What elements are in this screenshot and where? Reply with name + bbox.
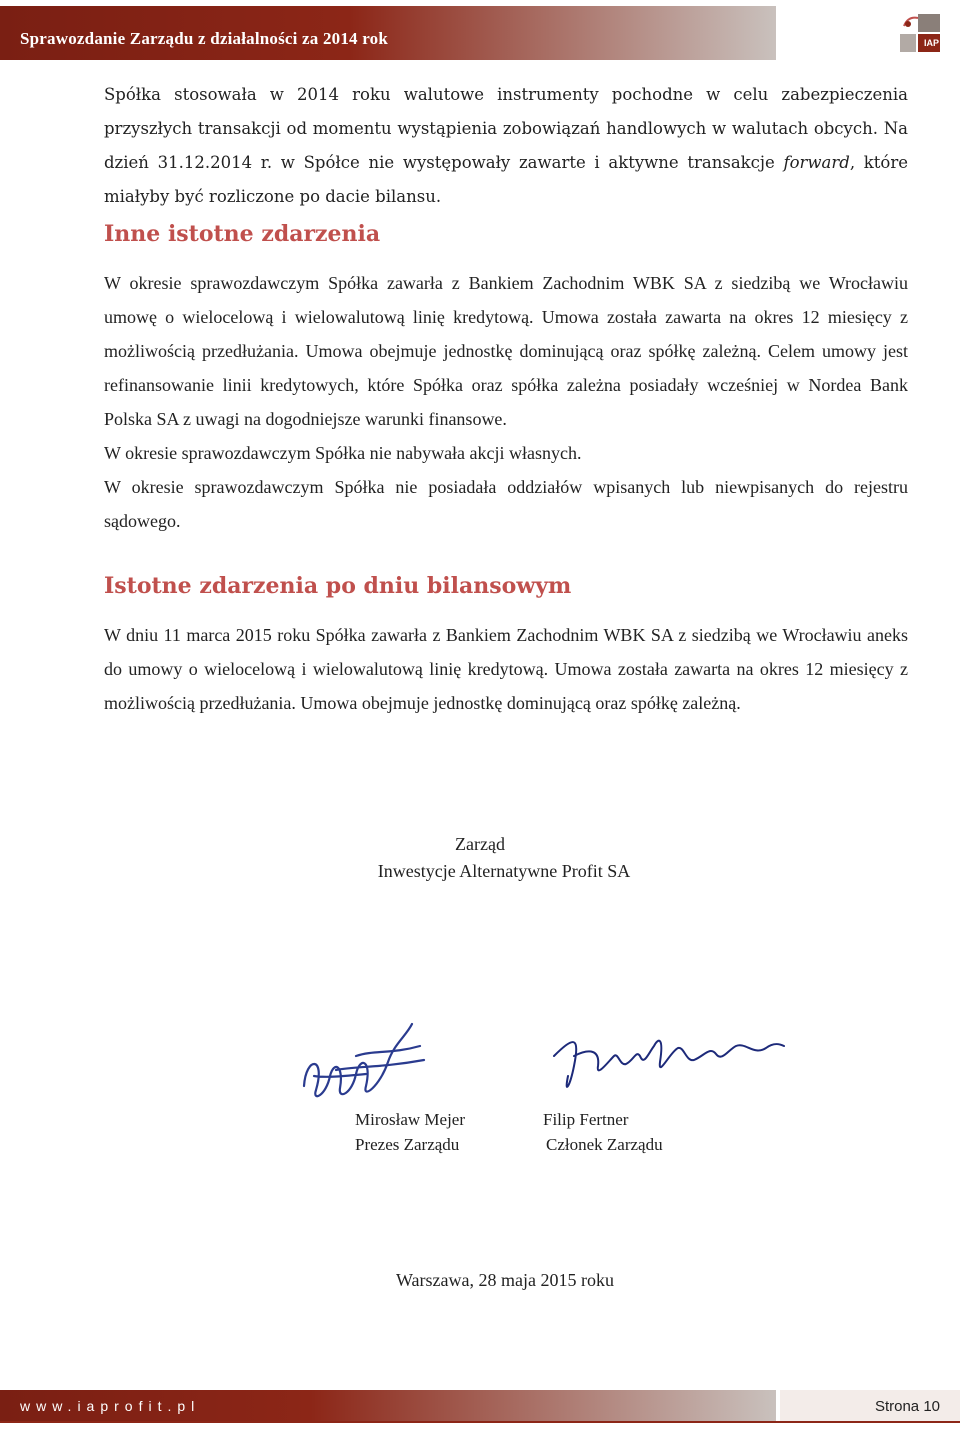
paragraph-derivatives-forward: forward — [783, 153, 850, 172]
signatory-1-role: Prezes Zarządu — [355, 1135, 460, 1154]
page-header — [0, 0, 960, 68]
signature-image-2 — [544, 1026, 788, 1100]
paragraph-annex: W dniu 11 marca 2015 roku Spółka zawarła z Bankiem Zachodnim WBK SA z siedzibą we Wrocławiu aneks do umowy o wielocelową i wielowalutową linię kredytową. Umowa została zawarta na okres 12 miesięcy z możliwością przedłużania. Umowa obejmuje jednostkę dominującą oraz spółkę zależną. — [104, 625, 908, 713]
header-band — [0, 6, 776, 60]
signatory-1-name: Mirosław Mejer — [355, 1110, 466, 1129]
section-heading-subsequent-events: Istotne zdarzenia po dniu bilansowym — [104, 573, 572, 599]
paragraph-credit-line: W okresie sprawozdawczym Spółka zawarła z Bankiem Zachodnim WBK SA z siedzibą we Wrocławiu umowę o wielocelową i wielowalutową linię kredytową. Umowa została zawarta na okres 12 miesięcy z możliwością przedłużania. Umowa obejmuje jednostkę dominującą oraz spółkę zależną. Celem umowy jest refinansowanie linii kredytowych, które Spółka oraz spółka zależna posiadały wcześniej w Nordea Bank Polska SA z uwagi na dogodniejsze warunki finansowe. — [104, 273, 908, 429]
footer-page-box — [780, 1390, 960, 1422]
signatory-2-name: Filip Fertner — [543, 1110, 629, 1129]
footer-rule — [0, 1421, 960, 1423]
footer-website-link[interactable]: www.iaprofit.pl — [20, 1398, 201, 1414]
document-body — [104, 78, 908, 720]
signature-image-1 — [296, 1016, 436, 1104]
paragraph-derivatives — [104, 78, 908, 214]
section-heading-other-events: Inne istotne zdarzenia — [104, 221, 381, 247]
footer-band — [0, 1390, 776, 1422]
paragraph-derivatives-text-a: Spółka stosowała w 2014 roku walutowe instrumenty pochodne w celu zabezpieczenia przyszłych transakcji od momentu wystąpienia zobowiązań handlowych w walutach obcych. Na dzień 31.12.2014 r. w Spółce nie występowały zawarte i aktywne transakcje — [104, 85, 908, 172]
board-label: Zarząd — [455, 834, 505, 854]
paragraph-derivatives-text-b: , które miałyby być rozliczone po dacie bilansu. — [104, 153, 908, 206]
signatory-2-role: Członek Zarządu — [546, 1135, 663, 1154]
logo-text: IAP — [924, 38, 940, 48]
paragraph-branches: W okresie sprawozdawczym Spółka nie posiadała oddziałów wpisanych lub niewpisanych do rejestru sądowego. — [104, 477, 908, 531]
page-number: Strona 10 — [874, 1398, 940, 1415]
paragraph-own-shares: W okresie sprawozdawczym Spółka nie nabywała akcji własnych. — [104, 443, 582, 463]
place-and-date: Warszawa, 28 maja 2015 roku — [396, 1270, 614, 1290]
company-name: Inwestycje Alternatywne Profit SA — [377, 861, 631, 881]
page-footer — [0, 1390, 960, 1422]
header-title: Sprawozdanie Zarządu z działalności za 2014 rok — [20, 29, 388, 48]
